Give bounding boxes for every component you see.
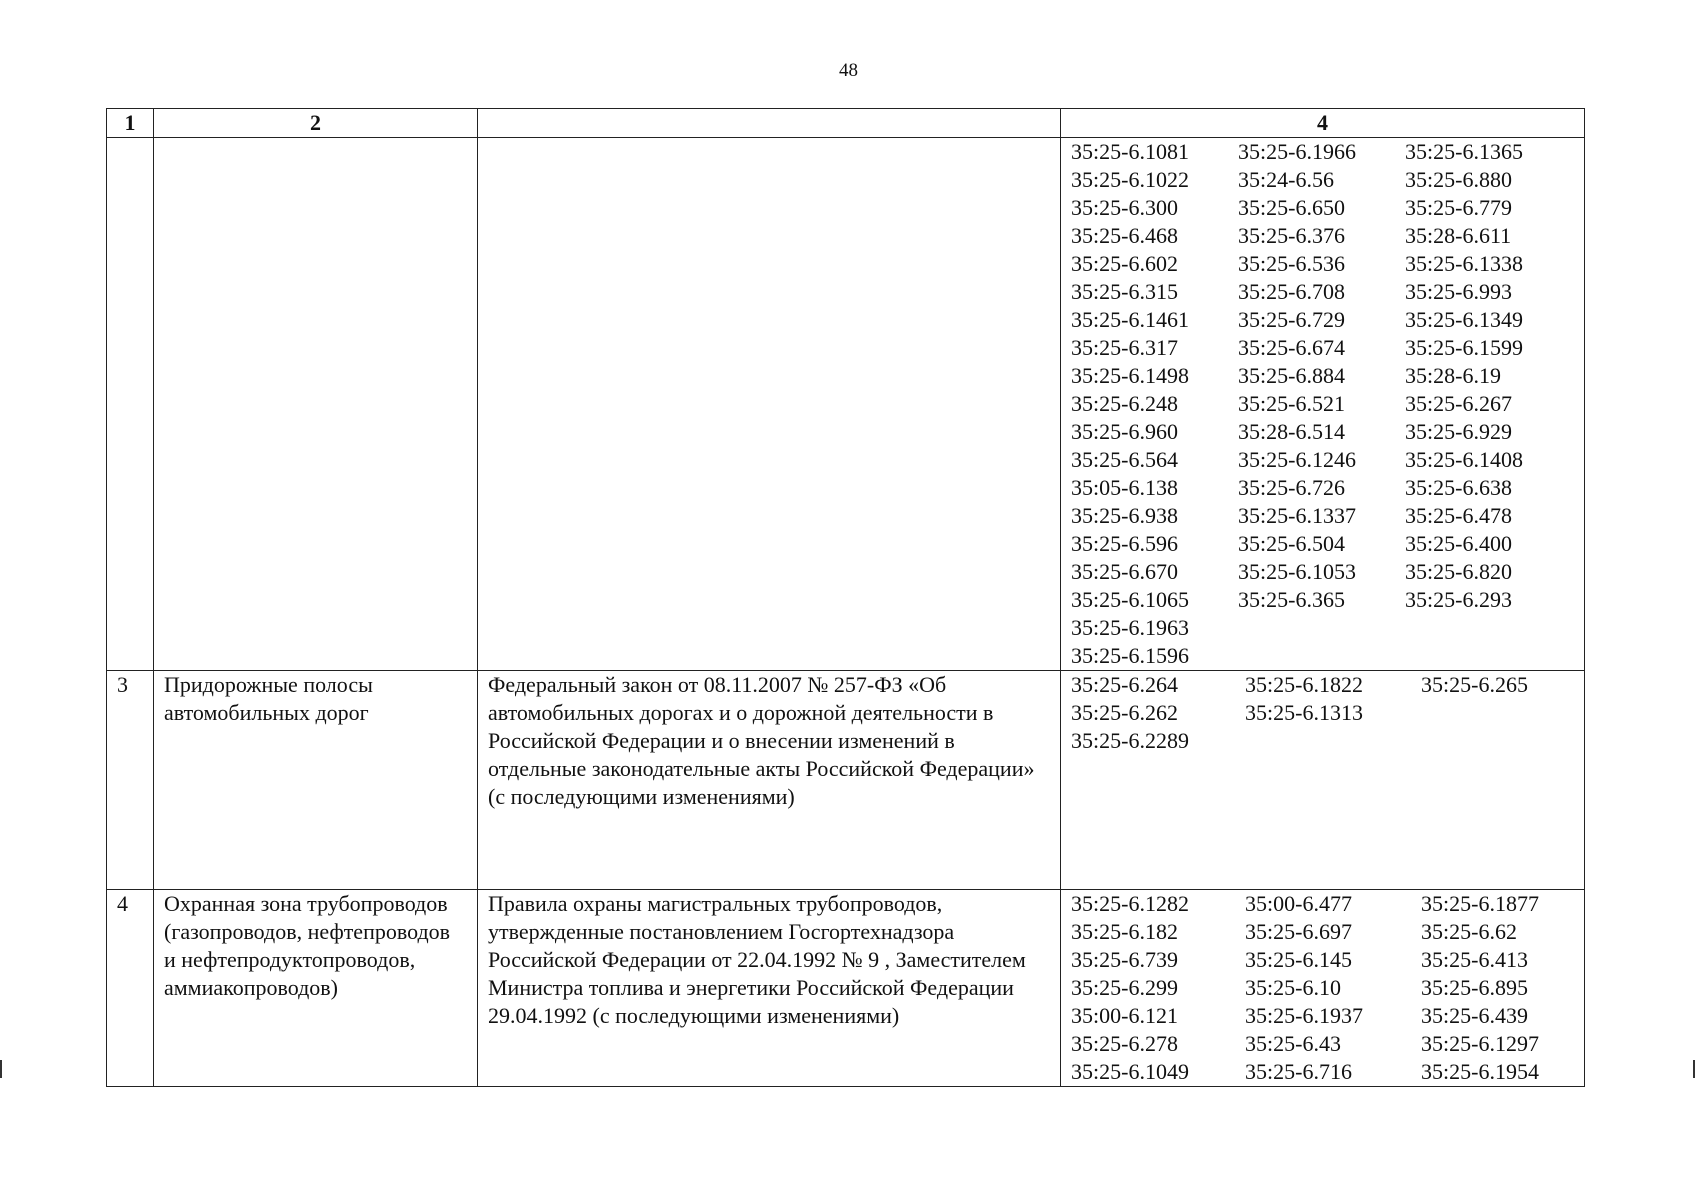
cadastral-code: 35:25-6.670 (1071, 559, 1178, 584)
cadastral-code: 35:24-6.56 (1238, 167, 1334, 192)
cadastral-code: 35:25-6.1065 (1071, 587, 1189, 612)
legal-basis: Федеральный закон от 08.11.2007 № 257-ФЗ «Об автомобильных дорогах и о дорожной деятельности в Российской Федерации и о внесении изменений в отдельные законодательные акты Российской Федерации» (с последующими изменениями) (478, 671, 1061, 890)
cadastral-code: 35:25-6.1963 (1071, 615, 1189, 640)
cadastral-code: 35:25-6.602 (1071, 251, 1178, 276)
cadastral-code: 35:25-6.267 (1405, 391, 1512, 416)
cadastral-code: 35:25-6.779 (1405, 195, 1512, 220)
header-col-1: 1 (107, 109, 154, 138)
cadastral-code: 35:25-6.739 (1071, 947, 1178, 972)
cadastral-code: 35:25-6.880 (1405, 167, 1512, 192)
cadastral-code: 35:25-6.278 (1071, 1031, 1178, 1056)
row-number: 3 (107, 671, 154, 890)
cadastral-code: 35:25-6.300 (1071, 195, 1178, 220)
table-header-row (107, 109, 1585, 138)
cadastral-code: 35:25-6.1081 (1071, 139, 1189, 164)
cadastral-code: 35:25-6.929 (1405, 419, 1512, 444)
cadastral-code: 35:25-6.1966 (1238, 139, 1356, 164)
zones-table (106, 108, 1585, 1087)
zone-name: Придорожные полосы автомобильных дорог (154, 671, 478, 890)
cadastral-code: 35:25-6.729 (1238, 307, 1345, 332)
cadastral-code: 35:25-6.1338 (1405, 251, 1523, 276)
cadastral-code: 35:25-6.62 (1421, 919, 1517, 944)
table-row (107, 671, 1585, 890)
row-number (107, 138, 154, 671)
cadastral-code: 35:25-6.650 (1238, 195, 1345, 220)
cadastral-code: 35:25-6.1498 (1071, 363, 1189, 388)
cadastral-code: 35:25-6.262 (1071, 700, 1178, 725)
table-row (107, 890, 1585, 1087)
cadastral-code: 35:25-6.1408 (1405, 447, 1523, 472)
cadastral-code: 35:25-6.1954 (1421, 1059, 1539, 1084)
cadastral-code: 35:25-6.674 (1238, 335, 1345, 360)
cadastral-code: 35:25-6.265 (1421, 672, 1528, 697)
row-number: 4 (107, 890, 154, 1087)
scan-margin-mark (1693, 1060, 1695, 1078)
zone-name (154, 138, 478, 671)
cadastral-code: 35:25-6.468 (1071, 223, 1178, 248)
cadastral-code: 35:25-6.1313 (1245, 700, 1363, 725)
cadastral-code: 35:25-6.293 (1405, 587, 1512, 612)
cadastral-code: 35:25-6.10 (1245, 975, 1341, 1000)
cadastral-code: 35:25-6.960 (1071, 419, 1178, 444)
cadastral-code: 35:25-6.248 (1071, 391, 1178, 416)
cadastral-code: 35:25-6.1297 (1421, 1031, 1539, 1056)
cadastral-code: 35:25-6.1877 (1421, 891, 1539, 916)
cadastral-code: 35:25-6.521 (1238, 391, 1345, 416)
cadastral-code: 35:28-6.19 (1405, 363, 1501, 388)
cadastral-code: 35:25-6.376 (1238, 223, 1345, 248)
cadastral-code: 35:25-6.1596 (1071, 643, 1189, 668)
cadastral-code (1405, 614, 1570, 642)
codes-grid (1071, 890, 1574, 1086)
cadastral-code: 35:25-6.413 (1421, 947, 1528, 972)
cadastral-code: 35:25-6.43 (1245, 1031, 1341, 1056)
cadastral-code: 35:28-6.611 (1405, 223, 1512, 248)
cadastral-code: 35:25-6.697 (1245, 919, 1352, 944)
cadastral-code: 35:25-6.1461 (1071, 307, 1189, 332)
cadastral-code: 35:25-6.1049 (1071, 1059, 1189, 1084)
cadastral-codes (1061, 138, 1585, 671)
cadastral-code: 35:00-6.121 (1071, 1003, 1178, 1028)
cadastral-code: 35:25-6.315 (1071, 279, 1178, 304)
cadastral-code: 35:25-6.716 (1245, 1059, 1352, 1084)
cadastral-code: 35:25-6.993 (1405, 279, 1512, 304)
cadastral-code: 35:25-6.1282 (1071, 891, 1189, 916)
header-col-3 (478, 109, 1061, 138)
cadastral-code: 35:28-6.514 (1238, 419, 1345, 444)
cadastral-code: 35:25-6.564 (1071, 447, 1178, 472)
header-col-2: 2 (154, 109, 478, 138)
page-number: 48 (839, 60, 858, 81)
cadastral-code: 35:25-6.2289 (1071, 728, 1189, 753)
legal-basis (478, 138, 1061, 671)
cadastral-code: 35:25-6.820 (1405, 559, 1512, 584)
legal-basis: Правила охраны магистральных трубопроводов, утвержденные постановлением Госгортехнадзора Российской Федерации от 22.04.1992 № 9 , Заместителем Министра топлива и энергетики Российской Федерации 29.04.1992 (с последующими изменениями) (478, 890, 1061, 1087)
cadastral-code: 35:25-6.439 (1421, 1003, 1528, 1028)
cadastral-code: 35:00-6.477 (1245, 891, 1352, 916)
cadastral-code: 35:25-6.504 (1238, 531, 1345, 556)
cadastral-code: 35:25-6.145 (1245, 947, 1352, 972)
cadastral-code: 35:25-6.1599 (1405, 335, 1523, 360)
cadastral-code: 35:25-6.299 (1071, 975, 1178, 1000)
cadastral-code: 35:25-6.596 (1071, 531, 1178, 556)
cadastral-code: 35:25-6.1022 (1071, 167, 1189, 192)
zone-name: Охранная зона трубопроводов (газопроводов, нефтепроводов и нефтепродуктопроводов, аммиакопроводов) (154, 890, 478, 1087)
cadastral-code: 35:25-6.1349 (1405, 307, 1523, 332)
table-row (107, 138, 1585, 671)
cadastral-code: 35:25-6.1053 (1238, 559, 1356, 584)
cadastral-codes (1061, 671, 1585, 890)
cadastral-code (1421, 699, 1571, 727)
cadastral-code: 35:25-6.638 (1405, 475, 1512, 500)
cadastral-code (1421, 727, 1571, 755)
cadastral-code: 35:25-6.895 (1421, 975, 1528, 1000)
cadastral-code: 35:25-6.1822 (1245, 672, 1363, 697)
cadastral-code: 35:25-6.478 (1405, 503, 1512, 528)
cadastral-codes (1061, 890, 1585, 1087)
cadastral-code: 35:25-6.264 (1071, 672, 1178, 697)
cadastral-code (1238, 642, 1405, 670)
cadastral-code: 35:25-6.365 (1238, 587, 1345, 612)
cadastral-code: 35:25-6.708 (1238, 279, 1345, 304)
cadastral-code: 35:25-6.182 (1071, 919, 1178, 944)
codes-grid (1071, 671, 1574, 755)
codes-grid (1071, 138, 1574, 670)
header-col-4: 4 (1061, 109, 1585, 138)
cadastral-code: 35:25-6.317 (1071, 335, 1178, 360)
scan-margin-mark (0, 1060, 2, 1078)
cadastral-code: 35:25-6.1937 (1245, 1003, 1363, 1028)
cadastral-code: 35:25-6.1337 (1238, 503, 1356, 528)
cadastral-code: 35:25-6.536 (1238, 251, 1345, 276)
cadastral-code (1238, 614, 1405, 642)
cadastral-code: 35:25-6.726 (1238, 475, 1345, 500)
cadastral-code: 35:25-6.938 (1071, 503, 1178, 528)
cadastral-code: 35:25-6.884 (1238, 363, 1345, 388)
cadastral-code (1245, 727, 1421, 755)
cadastral-code (1405, 642, 1570, 670)
cadastral-code: 35:25-6.1365 (1405, 139, 1523, 164)
cadastral-code: 35:25-6.400 (1405, 531, 1512, 556)
cadastral-code: 35:05-6.138 (1071, 475, 1178, 500)
cadastral-code: 35:25-6.1246 (1238, 447, 1356, 472)
